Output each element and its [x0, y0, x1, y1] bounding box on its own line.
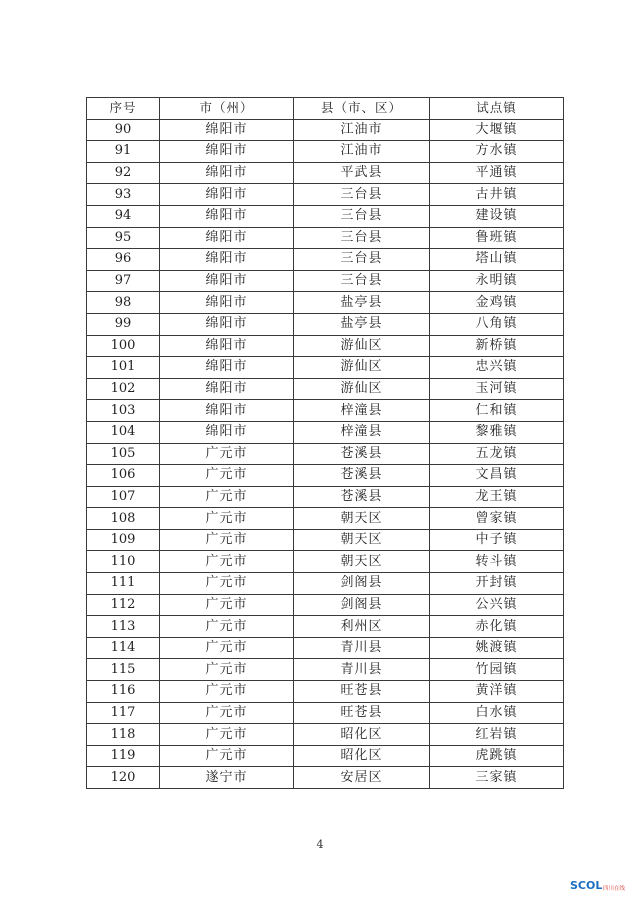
scol-logo [570, 877, 626, 893]
cell-index: 114 [87, 637, 160, 659]
cell-index: 117 [87, 702, 160, 724]
table-row [87, 551, 564, 573]
cell-town: 建设镇 [430, 205, 564, 227]
cell-city: 绵阳市 [160, 249, 294, 271]
cell-county: 梓潼县 [294, 400, 430, 422]
cell-index: 115 [87, 659, 160, 681]
cell-county: 三台县 [294, 227, 430, 249]
table-row [87, 141, 564, 163]
cell-city: 广元市 [160, 465, 294, 487]
cell-county: 游仙区 [294, 378, 430, 400]
cell-county: 剑阁县 [294, 594, 430, 616]
table-row [87, 508, 564, 530]
cell-county: 三台县 [294, 270, 430, 292]
cell-county: 苍溪县 [294, 486, 430, 508]
cell-town: 姚渡镇 [430, 637, 564, 659]
cell-index: 91 [87, 141, 160, 163]
cell-county: 朝天区 [294, 508, 430, 530]
table-row [87, 378, 564, 400]
cell-town: 新桥镇 [430, 335, 564, 357]
cell-index: 98 [87, 292, 160, 314]
cell-town: 红岩镇 [430, 724, 564, 746]
cell-county: 安居区 [294, 767, 430, 789]
cell-index: 99 [87, 313, 160, 335]
logo-text: SCOL [570, 879, 603, 892]
cell-town: 大堰镇 [430, 119, 564, 141]
cell-county: 苍溪县 [294, 465, 430, 487]
header-town: 试点镇 [430, 98, 564, 120]
cell-city: 广元市 [160, 724, 294, 746]
cell-city: 广元市 [160, 702, 294, 724]
table-row [87, 594, 564, 616]
cell-city: 绵阳市 [160, 270, 294, 292]
cell-city: 广元市 [160, 594, 294, 616]
header-county: 县（市、区） [294, 98, 430, 120]
cell-city: 绵阳市 [160, 184, 294, 206]
cell-index: 107 [87, 486, 160, 508]
table-row [87, 724, 564, 746]
cell-town: 白水镇 [430, 702, 564, 724]
town-table [86, 97, 564, 789]
cell-index: 94 [87, 205, 160, 227]
cell-county: 旺苍县 [294, 681, 430, 703]
table-row [87, 270, 564, 292]
cell-county: 青川县 [294, 637, 430, 659]
cell-town: 忠兴镇 [430, 357, 564, 379]
table-row [87, 313, 564, 335]
table-header-row [87, 98, 564, 120]
cell-city: 绵阳市 [160, 227, 294, 249]
cell-county: 剑阁县 [294, 573, 430, 595]
page-number: 4 [316, 838, 324, 851]
cell-index: 119 [87, 745, 160, 767]
table-row [87, 767, 564, 789]
cell-town: 古井镇 [430, 184, 564, 206]
table-row [87, 529, 564, 551]
cell-city: 绵阳市 [160, 313, 294, 335]
table-row [87, 184, 564, 206]
cell-city: 广元市 [160, 637, 294, 659]
table-row [87, 465, 564, 487]
cell-index: 100 [87, 335, 160, 357]
cell-county: 昭化区 [294, 745, 430, 767]
cell-index: 108 [87, 508, 160, 530]
cell-index: 97 [87, 270, 160, 292]
cell-city: 广元市 [160, 529, 294, 551]
cell-town: 曾家镇 [430, 508, 564, 530]
cell-index: 101 [87, 357, 160, 379]
table-row [87, 659, 564, 681]
cell-town: 平通镇 [430, 162, 564, 184]
cell-index: 105 [87, 443, 160, 465]
cell-town: 赤化镇 [430, 616, 564, 638]
table-row [87, 702, 564, 724]
cell-city: 广元市 [160, 551, 294, 573]
table-row [87, 486, 564, 508]
table-row [87, 292, 564, 314]
cell-city: 绵阳市 [160, 378, 294, 400]
cell-city: 广元市 [160, 616, 294, 638]
table-row [87, 162, 564, 184]
cell-county: 江油市 [294, 141, 430, 163]
cell-town: 虎跳镇 [430, 745, 564, 767]
cell-town: 金鸡镇 [430, 292, 564, 314]
cell-county: 三台县 [294, 249, 430, 271]
cell-city: 绵阳市 [160, 400, 294, 422]
table-row [87, 681, 564, 703]
cell-index: 112 [87, 594, 160, 616]
table-row [87, 421, 564, 443]
cell-city: 广元市 [160, 443, 294, 465]
cell-town: 三家镇 [430, 767, 564, 789]
cell-town: 方水镇 [430, 141, 564, 163]
cell-city: 绵阳市 [160, 357, 294, 379]
cell-town: 中子镇 [430, 529, 564, 551]
cell-town: 塔山镇 [430, 249, 564, 271]
cell-index: 111 [87, 573, 160, 595]
cell-city: 遂宁市 [160, 767, 294, 789]
header-index: 序号 [87, 98, 160, 120]
cell-index: 118 [87, 724, 160, 746]
cell-city: 绵阳市 [160, 335, 294, 357]
cell-county: 三台县 [294, 205, 430, 227]
cell-index: 110 [87, 551, 160, 573]
cell-county: 朝天区 [294, 529, 430, 551]
cell-city: 绵阳市 [160, 421, 294, 443]
cell-city: 广元市 [160, 659, 294, 681]
cell-city: 广元市 [160, 573, 294, 595]
cell-city: 绵阳市 [160, 292, 294, 314]
cell-index: 90 [87, 119, 160, 141]
table-row [87, 227, 564, 249]
cell-index: 102 [87, 378, 160, 400]
cell-county: 昭化区 [294, 724, 430, 746]
cell-town: 玉河镇 [430, 378, 564, 400]
cell-town: 五龙镇 [430, 443, 564, 465]
table-row [87, 119, 564, 141]
cell-county: 江油市 [294, 119, 430, 141]
table-row [87, 249, 564, 271]
cell-city: 绵阳市 [160, 119, 294, 141]
cell-county: 三台县 [294, 184, 430, 206]
cell-county: 青川县 [294, 659, 430, 681]
table-row [87, 616, 564, 638]
header-city: 市（州） [160, 98, 294, 120]
cell-index: 93 [87, 184, 160, 206]
cell-town: 转斗镇 [430, 551, 564, 573]
cell-city: 广元市 [160, 681, 294, 703]
table-row [87, 573, 564, 595]
cell-town: 开封镇 [430, 573, 564, 595]
cell-town: 竹园镇 [430, 659, 564, 681]
cell-city: 绵阳市 [160, 205, 294, 227]
cell-index: 106 [87, 465, 160, 487]
cell-index: 113 [87, 616, 160, 638]
table-row [87, 400, 564, 422]
cell-county: 游仙区 [294, 335, 430, 357]
table-row [87, 357, 564, 379]
cell-county: 盐亭县 [294, 292, 430, 314]
cell-index: 95 [87, 227, 160, 249]
cell-index: 120 [87, 767, 160, 789]
cell-town: 黄洋镇 [430, 681, 564, 703]
table-row [87, 745, 564, 767]
cell-index: 96 [87, 249, 160, 271]
cell-town: 公兴镇 [430, 594, 564, 616]
table-row [87, 443, 564, 465]
cell-city: 广元市 [160, 508, 294, 530]
cell-index: 104 [87, 421, 160, 443]
cell-county: 平武县 [294, 162, 430, 184]
cell-town: 龙王镇 [430, 486, 564, 508]
table-row [87, 637, 564, 659]
cell-town: 鲁班镇 [430, 227, 564, 249]
cell-town: 仁和镇 [430, 400, 564, 422]
cell-index: 103 [87, 400, 160, 422]
cell-county: 旺苍县 [294, 702, 430, 724]
cell-county: 苍溪县 [294, 443, 430, 465]
cell-county: 利州区 [294, 616, 430, 638]
cell-county: 梓潼县 [294, 421, 430, 443]
cell-town: 黎雅镇 [430, 421, 564, 443]
cell-town: 永明镇 [430, 270, 564, 292]
cell-index: 116 [87, 681, 160, 703]
cell-county: 盐亭县 [294, 313, 430, 335]
cell-town: 八角镇 [430, 313, 564, 335]
cell-county: 游仙区 [294, 357, 430, 379]
table-body [87, 119, 564, 788]
cell-town: 文昌镇 [430, 465, 564, 487]
cell-index: 109 [87, 529, 160, 551]
cell-city: 绵阳市 [160, 141, 294, 163]
table-row [87, 205, 564, 227]
table-row [87, 335, 564, 357]
cell-city: 绵阳市 [160, 162, 294, 184]
cell-county: 朝天区 [294, 551, 430, 573]
logo-sub: 四川在线 [603, 886, 626, 892]
cell-city: 广元市 [160, 486, 294, 508]
cell-index: 92 [87, 162, 160, 184]
cell-city: 广元市 [160, 745, 294, 767]
